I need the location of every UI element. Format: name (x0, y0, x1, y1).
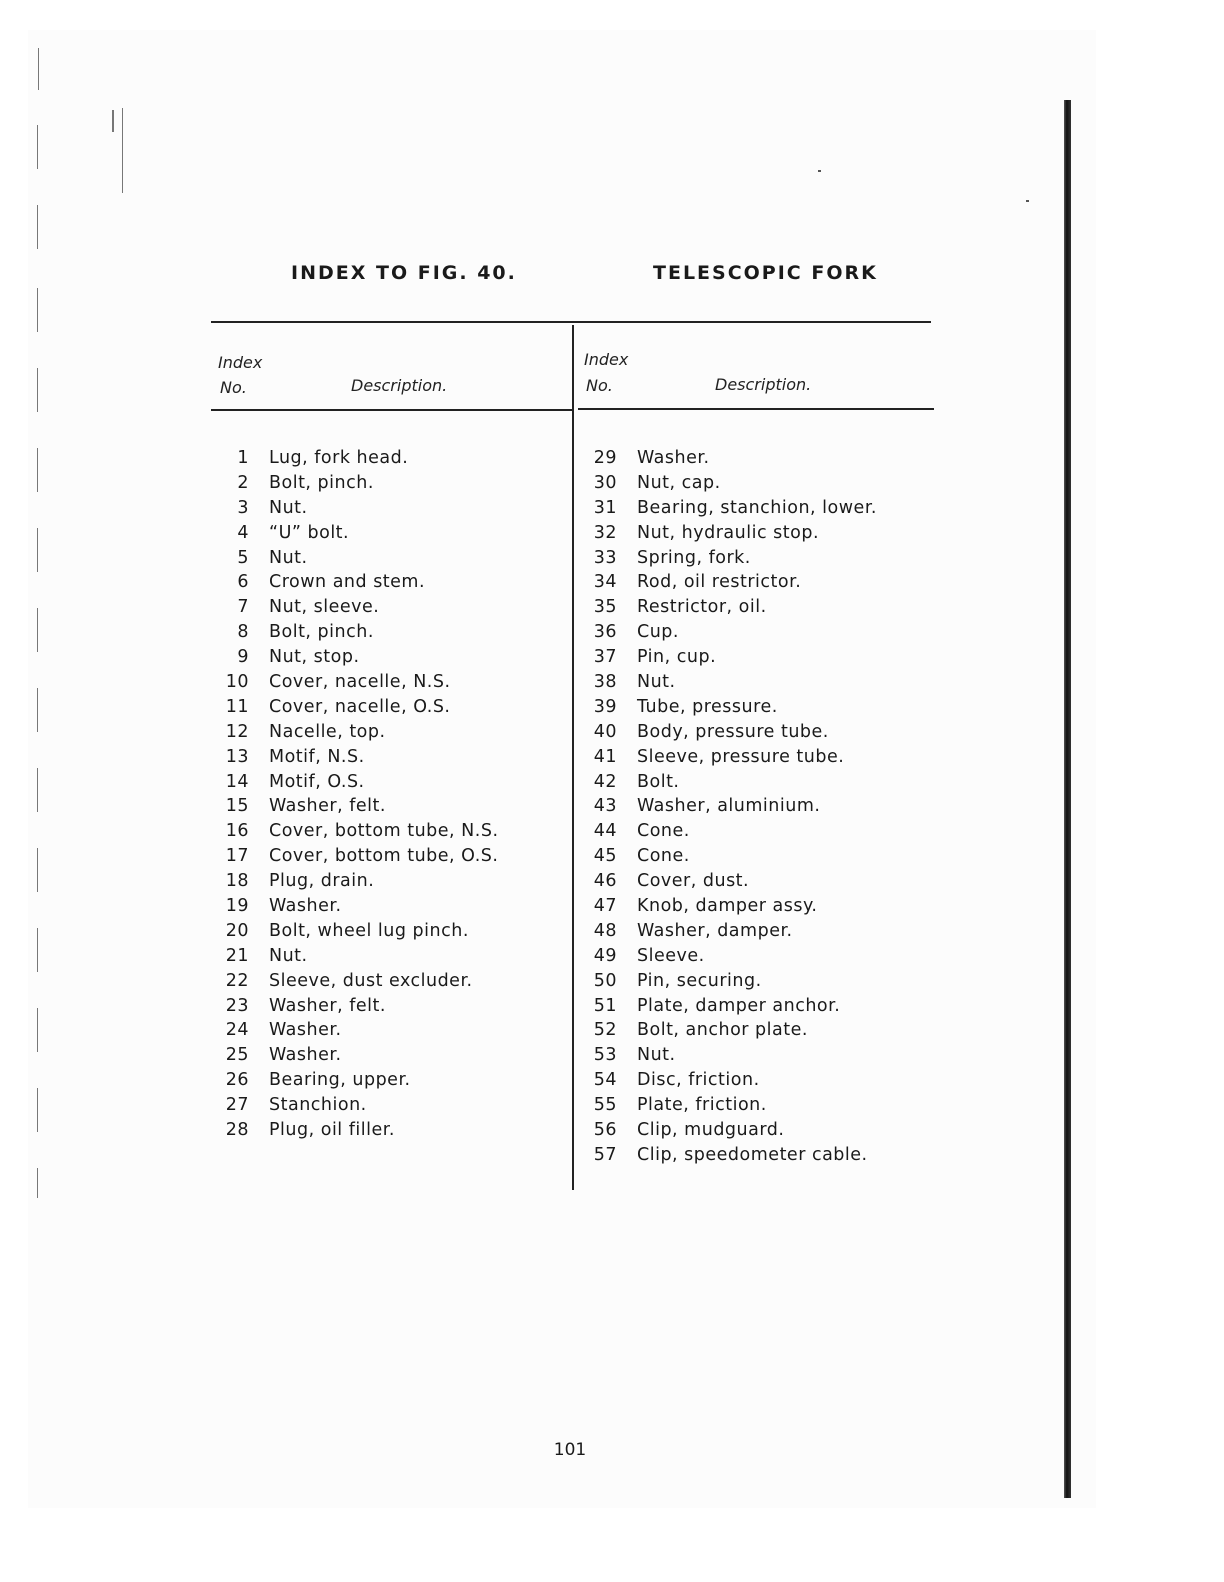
index-row (215, 1043, 499, 1068)
index-number: 48 (593, 920, 617, 941)
part-description: Bearing, upper. (269, 1070, 411, 1091)
index-row (215, 969, 499, 994)
index-number: 37 (593, 647, 617, 668)
index-number: 55 (593, 1095, 617, 1116)
index-number: 38 (593, 672, 617, 693)
part-description: Nut, sleeve. (269, 597, 380, 618)
part-description: Nut. (637, 672, 676, 693)
index-number: 27 (225, 1095, 249, 1116)
scan-mark (37, 1088, 38, 1132)
header-bottom-rule-right (578, 408, 934, 410)
page-background (28, 30, 1096, 1508)
part-description: Bolt, anchor plate. (637, 1020, 808, 1041)
index-number: 14 (225, 771, 249, 792)
part-description: “U” bolt. (269, 522, 350, 543)
left-index-header: Index (218, 353, 263, 372)
index-row (589, 496, 877, 521)
left-description-header: Description. (351, 376, 448, 395)
part-description: Plug, drain. (269, 871, 375, 892)
scan-mark (37, 1008, 38, 1052)
index-number: 44 (593, 821, 617, 842)
index-row (589, 570, 877, 595)
part-description: Nut, cap. (637, 472, 721, 493)
scan-mark (37, 368, 38, 412)
index-number: 29 (593, 448, 617, 468)
index-row (215, 570, 499, 595)
index-row (589, 969, 877, 994)
part-description: Spring, fork. (637, 547, 751, 568)
index-number: 34 (593, 572, 617, 593)
index-row (589, 1043, 877, 1068)
part-description: Restrictor, oil. (637, 597, 767, 618)
scan-mark (818, 170, 821, 172)
index-row (215, 894, 499, 919)
part-description: Nacelle, top. (269, 721, 386, 742)
scan-mark (37, 928, 38, 972)
part-description: Rod, oil restrictor. (637, 572, 802, 593)
page-edge-shadow (1064, 100, 1071, 1498)
index-row (215, 521, 499, 546)
part-description: Sleeve. (637, 945, 705, 966)
index-number: 56 (593, 1120, 617, 1141)
index-row (589, 471, 877, 496)
index-number: 25 (225, 1045, 249, 1066)
index-number: 17 (225, 846, 249, 867)
right-index-header: Index (584, 350, 629, 369)
index-row (589, 1093, 877, 1118)
index-row (589, 521, 877, 546)
part-description: Nut. (637, 1045, 676, 1066)
index-number: 32 (593, 522, 617, 543)
index-number: 9 (237, 647, 249, 668)
index-number: 30 (593, 472, 617, 493)
part-description: Washer, felt. (269, 995, 386, 1016)
index-number: 47 (593, 896, 617, 917)
index-row (589, 819, 877, 844)
part-description: Body, pressure tube. (637, 721, 829, 742)
part-description: Washer. (269, 896, 342, 917)
index-number: 43 (593, 796, 617, 817)
part-description: Cover, nacelle, O.S. (269, 696, 451, 717)
part-description: Crown and stem. (269, 572, 426, 593)
index-number: 21 (225, 945, 249, 966)
index-number: 49 (593, 945, 617, 966)
index-number: 42 (593, 771, 617, 792)
index-row (215, 1118, 499, 1143)
index-number: 3 (237, 497, 249, 518)
right-description-header: Description. (715, 375, 812, 394)
index-row (215, 770, 499, 795)
index-number: 7 (237, 597, 249, 618)
index-row (589, 1018, 877, 1043)
index-number: 40 (593, 721, 617, 742)
index-row (215, 994, 499, 1019)
part-description: Washer, felt. (269, 796, 386, 817)
part-description: Bolt, pinch. (269, 622, 374, 643)
index-row (215, 695, 499, 720)
index-row (215, 844, 499, 869)
part-description: Bearing, stanchion, lower. (637, 497, 877, 518)
index-number: 24 (225, 1020, 249, 1041)
scan-mark (112, 110, 114, 132)
part-description: Cover, bottom tube, O.S. (269, 846, 499, 867)
index-row (215, 670, 499, 695)
index-number: 39 (593, 696, 617, 717)
index-row (215, 919, 499, 944)
part-description: Nut, hydraulic stop. (637, 522, 820, 543)
index-number: 19 (225, 896, 249, 917)
index-row (215, 1018, 499, 1043)
scan-mark (37, 125, 38, 169)
index-row (589, 894, 877, 919)
part-description: Plate, friction. (637, 1095, 767, 1116)
part-description: Washer, damper. (637, 920, 793, 941)
part-description: Nut. (269, 945, 308, 966)
scan-mark (37, 608, 38, 652)
index-row (589, 770, 877, 795)
part-description: Disc, friction. (637, 1070, 760, 1091)
index-row (589, 745, 877, 770)
index-row (589, 844, 877, 869)
index-number: 5 (237, 547, 249, 568)
scan-mark (37, 528, 38, 572)
part-description: Stanchion. (269, 1095, 367, 1116)
index-number: 54 (593, 1070, 617, 1091)
index-row (589, 1068, 877, 1093)
index-row (589, 546, 877, 571)
index-number: 46 (593, 871, 617, 892)
index-number: 33 (593, 547, 617, 568)
index-row (215, 496, 499, 521)
index-number: 20 (225, 920, 249, 941)
index-number: 53 (593, 1045, 617, 1066)
index-number: 57 (593, 1144, 617, 1165)
column-divider (572, 325, 574, 1190)
part-description: Bolt. (637, 771, 680, 792)
part-description: Nut. (269, 547, 308, 568)
index-number: 10 (225, 672, 249, 693)
index-row (215, 471, 499, 496)
part-description: Bolt, pinch. (269, 472, 374, 493)
index-number: 1 (237, 448, 249, 468)
part-description: Pin, cup. (637, 647, 717, 668)
part-description: Plug, oil filler. (269, 1120, 395, 1141)
index-row (215, 944, 499, 969)
part-description: Cone. (637, 821, 690, 842)
table-top-rule (211, 321, 931, 323)
index-row (215, 819, 499, 844)
header-bottom-rule-left (211, 409, 572, 411)
scan-mark (122, 108, 123, 193)
right-no-header: No. (586, 376, 613, 395)
index-row (215, 446, 499, 471)
scan-mark (37, 448, 38, 492)
index-row (589, 1118, 877, 1143)
index-row (589, 645, 877, 670)
index-number: 12 (225, 721, 249, 742)
index-row (589, 944, 877, 969)
index-number: 22 (225, 970, 249, 991)
part-description: Cover, bottom tube, N.S. (269, 821, 499, 842)
part-description: Washer. (637, 448, 710, 468)
index-number: 8 (237, 622, 249, 643)
index-number: 13 (225, 746, 249, 767)
index-row (589, 446, 877, 471)
index-row (215, 645, 499, 670)
part-description: Plate, damper anchor. (637, 995, 841, 1016)
part-description: Pin, securing. (637, 970, 762, 991)
index-row (589, 720, 877, 745)
index-number: 52 (593, 1020, 617, 1041)
index-row (215, 1068, 499, 1093)
index-row (589, 670, 877, 695)
part-description: Nut. (269, 497, 308, 518)
index-row (589, 1143, 877, 1168)
part-description: Sleeve, dust excluder. (269, 970, 473, 991)
index-row (215, 745, 499, 770)
index-number: 36 (593, 622, 617, 643)
part-description: Motif, N.S. (269, 746, 365, 767)
index-number: 41 (593, 746, 617, 767)
part-description: Washer. (269, 1045, 342, 1066)
part-description: Washer, aluminium. (637, 796, 821, 817)
index-number: 26 (225, 1070, 249, 1091)
scan-mark (37, 848, 38, 892)
scan-mark (37, 688, 38, 732)
index-row (589, 695, 877, 720)
scan-mark (1026, 200, 1029, 202)
index-row (215, 794, 499, 819)
index-number: 50 (593, 970, 617, 991)
scan-mark (37, 1168, 38, 1198)
index-number: 15 (225, 796, 249, 817)
right-index-list (589, 446, 877, 1168)
part-description: Nut, stop. (269, 647, 360, 668)
index-number: 18 (225, 871, 249, 892)
left-no-header: No. (220, 378, 247, 397)
index-row (215, 595, 499, 620)
part-description: Cover, dust. (637, 871, 750, 892)
part-description: Tube, pressure. (637, 696, 778, 717)
left-index-list (215, 446, 499, 1143)
index-row (215, 546, 499, 571)
part-description: Clip, mudguard. (637, 1120, 785, 1141)
index-row (589, 794, 877, 819)
part-description: Lug, fork head. (269, 448, 409, 468)
figure-index-title: INDEX TO FIG. 40. (291, 262, 517, 284)
index-row (215, 720, 499, 745)
index-number: 2 (237, 472, 249, 493)
index-number: 11 (225, 696, 249, 717)
index-number: 28 (225, 1120, 249, 1141)
index-number: 6 (237, 572, 249, 593)
index-row (215, 620, 499, 645)
scan-mark (37, 768, 38, 812)
part-description: Clip, speedometer cable. (637, 1144, 868, 1165)
scan-mark (38, 48, 39, 90)
index-row (589, 869, 877, 894)
part-description: Cone. (637, 846, 690, 867)
part-description: Sleeve, pressure tube. (637, 746, 845, 767)
page-number: 101 (553, 1440, 587, 1460)
index-row (589, 595, 877, 620)
index-row (215, 1093, 499, 1118)
index-number: 4 (237, 522, 249, 543)
index-number: 35 (593, 597, 617, 618)
index-row (589, 919, 877, 944)
index-row (589, 994, 877, 1019)
scan-mark (37, 288, 38, 332)
part-description: Knob, damper assy. (637, 896, 818, 917)
scan-mark (37, 205, 38, 249)
section-title: TELESCOPIC FORK (653, 262, 878, 284)
part-description: Bolt, wheel lug pinch. (269, 920, 469, 941)
index-row (589, 620, 877, 645)
index-row (215, 869, 499, 894)
index-number: 51 (593, 995, 617, 1016)
index-number: 16 (225, 821, 249, 842)
index-number: 45 (593, 846, 617, 867)
index-number: 23 (225, 995, 249, 1016)
part-description: Washer. (269, 1020, 342, 1041)
part-description: Cup. (637, 622, 679, 643)
index-number: 31 (593, 497, 617, 518)
part-description: Motif, O.S. (269, 771, 365, 792)
part-description: Cover, nacelle, N.S. (269, 672, 451, 693)
